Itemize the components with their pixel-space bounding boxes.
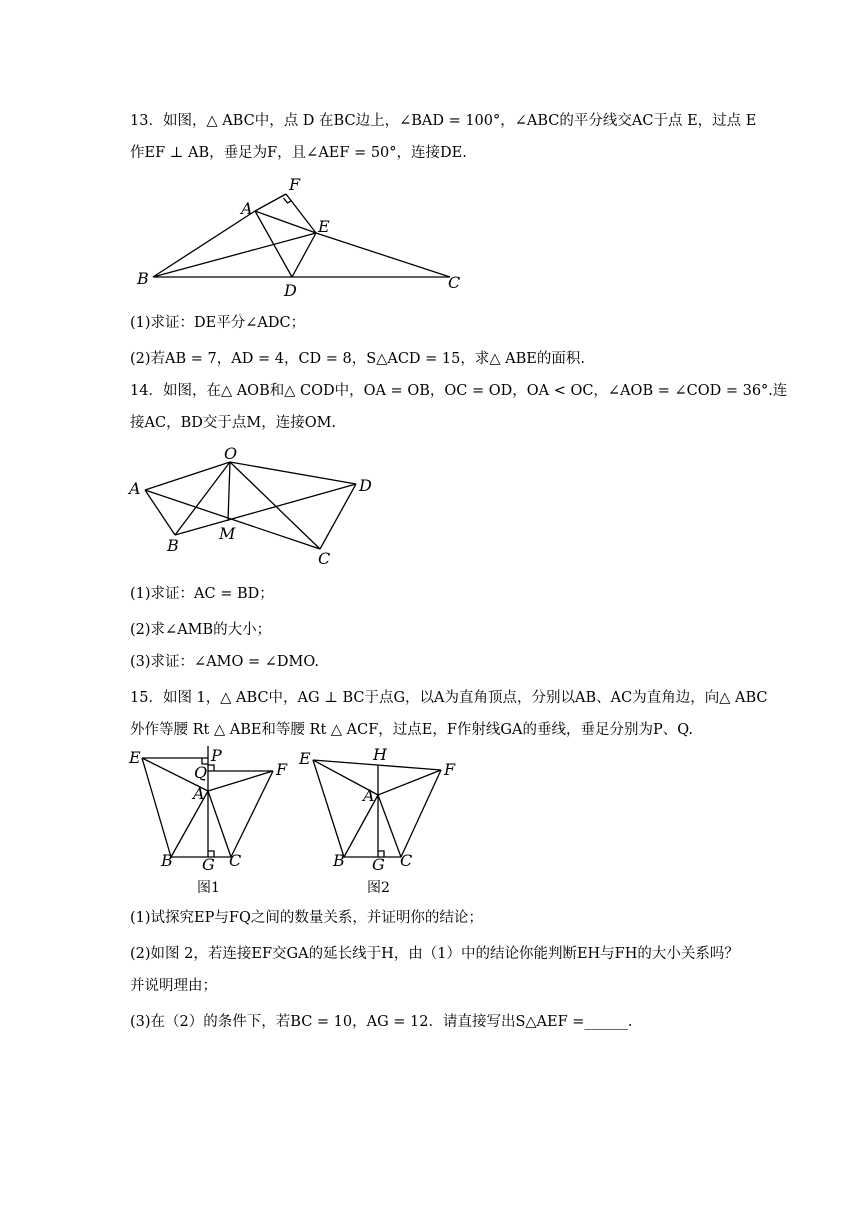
- p13-label-E: E: [318, 217, 330, 236]
- fig2-label-F: F: [444, 760, 456, 779]
- p15-question-2a: (2)如图 2，若连接EF交GA的延长线于H，由（1）中的结论你能判断EH与FH的大小关系吗？: [130, 946, 739, 962]
- fig2-label-C: C: [400, 851, 413, 870]
- p14-label-B: B: [167, 536, 179, 555]
- fig2-label-B: B: [333, 851, 345, 870]
- p13-label-A: A: [241, 199, 253, 218]
- p14-label-M: M: [219, 524, 236, 543]
- p13-seg-BE: [153, 233, 316, 277]
- p13-seg-AD: [255, 211, 292, 277]
- p13-seg-DE: [292, 233, 316, 277]
- p14-stem-line1: 14．如图，在△ AOB和△ COD中，OA = OB，OC = OD，OA < OC，∠AOB = ∠COD = 36°.连: [130, 383, 788, 399]
- p14-label-C: C: [318, 549, 331, 568]
- p14-label-D: D: [359, 476, 372, 495]
- fig1-seg-EB: [142, 758, 171, 857]
- p13-seg-AF: [255, 194, 286, 211]
- p14-figure: [125, 440, 385, 570]
- p13-stem-line1: 13．如图，△ ABC中，点 D 在BC边上，∠BAD = 100°，∠ABC的平分线交AC于点 E，过点 E: [130, 113, 757, 129]
- fig1-seg-AC: [208, 791, 231, 857]
- fig2-seg-AC: [378, 795, 401, 857]
- p15-figure-2: [295, 745, 465, 895]
- fig2-caption: 图2: [367, 880, 390, 896]
- p14-question-3: (3)求证：∠AMO = ∠DMO.: [130, 654, 320, 670]
- fig1-seg-FC: [231, 771, 273, 857]
- fig1-label-C: C: [229, 851, 242, 870]
- fig1-label-E: E: [129, 748, 141, 767]
- fig2-label-E: E: [299, 749, 311, 768]
- p13-stem-line2: 作EF ⊥ AB，垂足为F，且∠AEF = 50°，连接DE.: [130, 145, 467, 161]
- fig1-right-angle-Q: [208, 765, 214, 771]
- p14-seg-DC: [320, 484, 356, 549]
- p13-figure: [130, 170, 480, 300]
- p14-label-A: A: [129, 479, 141, 498]
- p14-stem-line2: 接AC，BD交于点M，连接OM.: [130, 415, 337, 431]
- fig1-label-P: P: [211, 746, 222, 765]
- p15-stem-line2: 外作等腰 Rt △ ABE和等腰 Rt △ ACF，过点E，F作射线GA的垂线，垂足分别为P、Q.: [130, 722, 694, 738]
- p13-label-C: C: [448, 273, 461, 292]
- fig2-label-H: H: [373, 745, 387, 764]
- p13-seg-EC: [316, 233, 450, 277]
- p14-question-2: (2)求∠AMB的大小；: [130, 622, 272, 638]
- p14-seg-AB: [145, 490, 175, 535]
- p15-question-1: (1)试探究EP与FQ之间的数量关系，并证明你的结论；: [130, 910, 483, 926]
- p15-question-3: (3)在（2）的条件下，若BC = 10，AG = 12．请直接写出S△AEF =______.: [130, 1014, 633, 1030]
- p14-label-O: O: [224, 444, 238, 463]
- fig2-label-G: G: [372, 855, 385, 874]
- p14-question-1: (1)求证：AC = BD；: [130, 586, 274, 602]
- fig2-label-A: A: [363, 786, 375, 805]
- fig1-label-G: G: [202, 855, 215, 874]
- p13-label-B: B: [137, 269, 149, 288]
- p14-seg-OA: [145, 462, 230, 490]
- fig1-label-Q: Q: [194, 763, 208, 782]
- fig1-caption: 图1: [197, 880, 220, 896]
- p13-question-1: (1)求证：DE平分∠ADC；: [130, 315, 306, 331]
- p13-label-D: D: [284, 281, 297, 300]
- fig1-seg-AF: [208, 771, 273, 791]
- p13-seg-BA: [153, 211, 255, 277]
- p13-label-F: F: [289, 175, 301, 194]
- fig1-label-A: A: [193, 784, 205, 803]
- p14-seg-OM: [228, 462, 230, 521]
- p15-stem-line1: 15．如图 1，△ ABC中，AG ⊥ BC于点G，以A为直角顶点，分别以AB、AC为直角边，向△ ABC: [130, 690, 768, 706]
- p15-question-2b: 并说明理由；: [130, 978, 217, 994]
- p15-figure-1: [125, 745, 295, 895]
- p13-question-2: (2)若AB = 7，AD = 4，CD = 8，S△ACD = 15，求△ ABE的面积.: [130, 351, 585, 367]
- fig1-label-B: B: [161, 851, 173, 870]
- fig1-label-F: F: [276, 760, 288, 779]
